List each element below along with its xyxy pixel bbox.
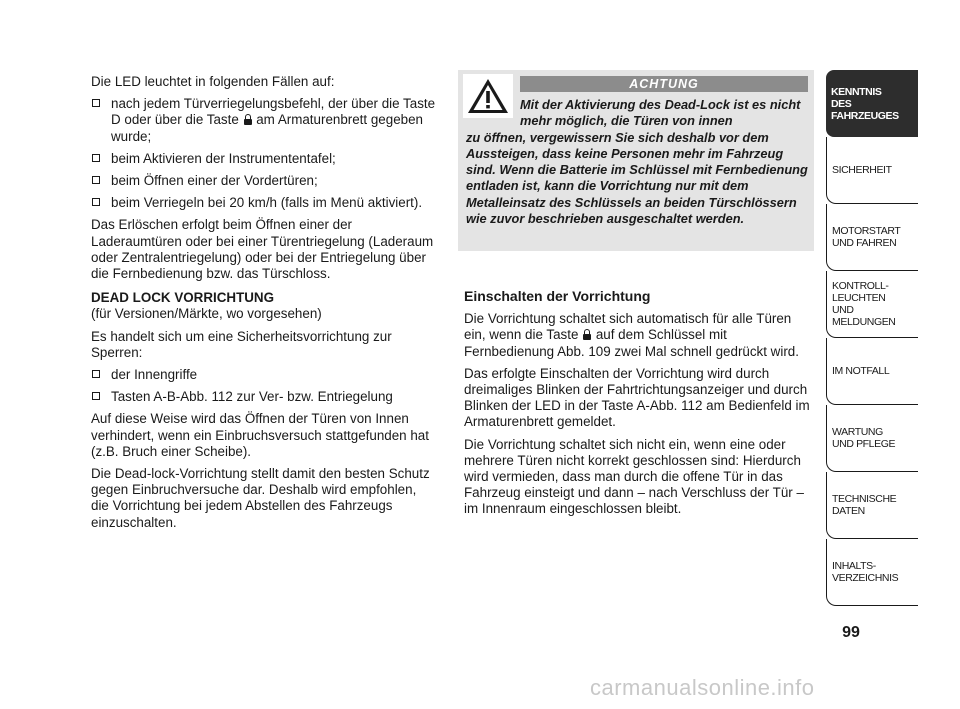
watermark: carmanualsonline.info (590, 675, 815, 700)
led-case-text: nach jedem Türverriegelungsbefehl, der über die Taste D oder über die Taste (111, 96, 436, 128)
tab-label: SICHERHEIT (832, 164, 892, 176)
led-off-paragraph: Das Erlöschen erfolgt beim Öffnen einer der Laderaumtüren oder bei einer Türentriegelung (Laderaum oder Zentralentriegelung) oder bei der Entriegelung über die Fernbedienung bzw. das Türschloss. (91, 217, 434, 282)
tab-sicherheit[interactable] (826, 137, 918, 204)
led-case-text: beim Aktivieren der Instrumententafel; (111, 150, 336, 166)
lock-item-text: Tasten A-B-Abb. 112 zur Ver- bzw. Entriegelung (111, 389, 393, 405)
warning-text-first: Mit der Aktivierung des Dead-Lock ist es nicht mehr möglich, die Türen von innen (520, 97, 801, 129)
lock-icon (244, 114, 252, 125)
lock-item (91, 367, 436, 383)
lock-icon (583, 329, 591, 340)
checkbox-bullet-icon (92, 392, 100, 400)
tab-label: INHALTS- VERZEICHNIS (832, 560, 899, 584)
warning-title: ACHTUNG (520, 76, 808, 92)
tab-label: MOTORSTART UND FAHREN (832, 225, 901, 249)
dead-lock-heading: DEAD LOCK VORRICHTUNG (91, 290, 275, 306)
chapter-tabs (826, 70, 918, 606)
lock-item (91, 389, 436, 405)
dead-lock-subheading: (für Versionen/Märkte, wo vorgesehen) (91, 306, 322, 322)
led-case-item (91, 151, 436, 167)
activation-text-after: auf dem Schlüssel mit Fernbedienung Abb. 109 zwei Mal schnell gedrückt wird. (464, 327, 799, 359)
tab-label: KONTROLL- LEUCHTEN UND MELDUNGEN (832, 280, 896, 328)
checkbox-bullet-icon (92, 370, 100, 378)
page-number: 99 (842, 624, 860, 641)
tab-label: IM NOTFALL (832, 365, 890, 377)
safety-paragraph: Es handelt sich um eine Sicherheitsvorrichtung zur Sperren: (91, 328, 392, 360)
warning-text-rest: zu öffnen, vergewissern Sie sich deshalb vor dem Aussteigen, dass keine Personen mehr im Fahrzeug sind. Wenn die Batterie im Schlüssel mit Fernbedienung entladen ist, kann die Vorrichtung nur mit dem Metalleinsatz des Schlüssels an beiden Türschlössern wie zuvor beschrieben ausgeschaltet werden. (466, 129, 808, 227)
warning-text (466, 97, 808, 227)
left-column (91, 74, 436, 537)
tab-label: KENNTNIS DES FAHRZEUGES (831, 85, 899, 122)
tab-label: WARTUNG UND PFLEGE (832, 426, 896, 450)
tab-wartung[interactable] (826, 405, 918, 472)
led-case-item (91, 96, 436, 145)
checkbox-bullet-icon (92, 198, 100, 206)
lock-item-text: der Innengriffe (111, 367, 198, 383)
led-case-text: beim Verriegeln bei 20 km/h (falls im Menü aktiviert). (111, 195, 423, 211)
not-activated-paragraph: Die Vorrichtung schaltet sich nicht ein, wenn eine oder mehrere Türen nicht korrekt geschlossen sind: Hierdurch wird vermieden, dass man durch die offene Tür in das Fahrzeug einsteigt und dann – nach Verschluss der Tür – im Innenraum eingeschlossen bleibt. (464, 436, 804, 517)
tab-im-notfall[interactable] (826, 338, 918, 405)
tab-label: TECHNISCHE DATEN (832, 493, 897, 517)
confirmation-paragraph: Das erfolgte Einschalten der Vorrichtung wird durch dreimaliges Blinken der Fahrtrichtungsanzeiger und durch Blinken der LED in der Taste A-Abb. 112 am Bedienfeld im Armaturenbrett gemeldet. (464, 365, 810, 430)
checkbox-bullet-icon (92, 176, 100, 184)
tab-kenntnis[interactable] (826, 70, 918, 137)
activation-heading: Einschalten der Vorrichtung (464, 288, 651, 304)
tab-kontrollleuchten[interactable] (826, 271, 918, 338)
activation-paragraph (464, 311, 814, 360)
led-case-text: beim Öffnen einer der Vordertüren; (111, 173, 318, 189)
led-case-item (91, 173, 436, 189)
right-column (464, 288, 814, 524)
warning-box (458, 70, 814, 251)
led-case-text-after: am Armaturenbrett gegeben wurde; (111, 112, 423, 144)
led-case-item (91, 195, 436, 211)
tab-motorstart[interactable] (826, 204, 918, 271)
activation-text: Die Vorrichtung schaltet sich automatisch für alle Türen ein, wenn die Taste (464, 311, 792, 343)
tab-inhaltsverzeichnis[interactable] (826, 539, 918, 606)
checkbox-bullet-icon (92, 99, 100, 107)
checkbox-bullet-icon (92, 154, 100, 162)
recommendation-paragraph: Die Dead-lock-Vorrichtung stellt damit den besten Schutz gegen Einbruchversuche dar. Deshalb wird empfohlen, die Vorrichtung bei jedem Abstellen des Fahrzeugs einzuschalten. (91, 466, 430, 530)
led-intro: Die LED leuchtet in folgenden Fällen auf: (91, 74, 335, 89)
tab-technische-daten[interactable] (826, 472, 918, 539)
prevention-paragraph: Auf diese Weise wird das Öffnen der Türen von Innen verhindert, wenn ein Einbruchsversuch stattgefunden hat (z.B. Bruch einer Scheibe). (91, 411, 429, 459)
